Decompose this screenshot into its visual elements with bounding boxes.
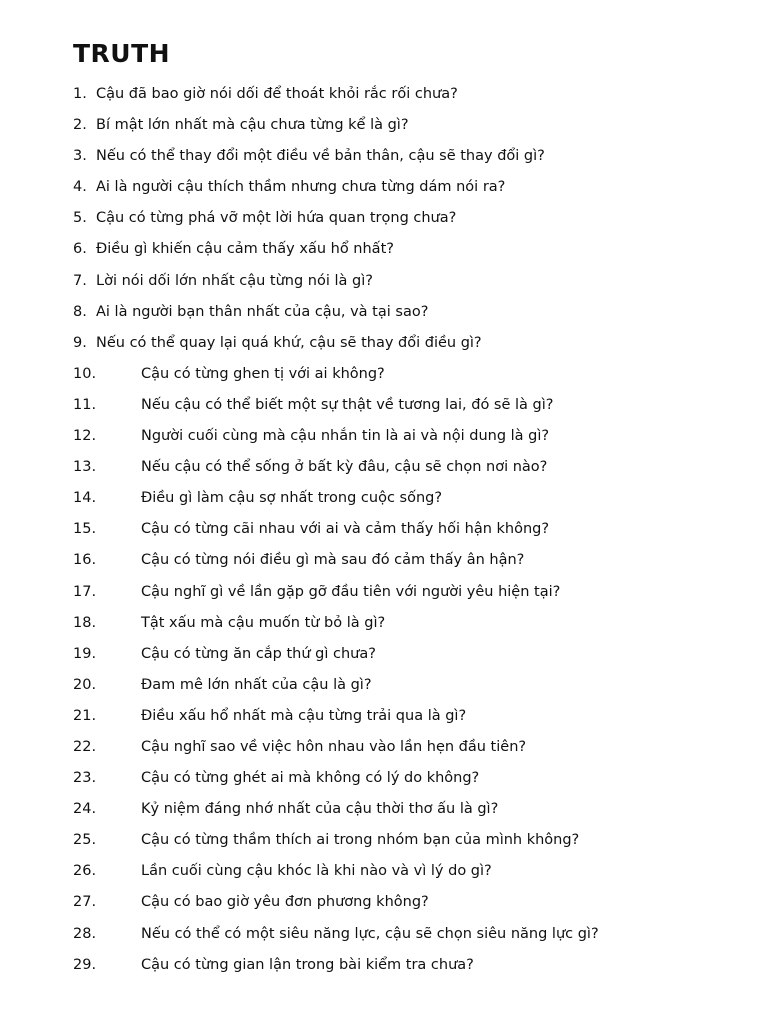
item-number: 15. [73,521,97,538]
list-item [0,239,768,270]
item-question: Cậu nghĩ sao về việc hôn nhau vào lần hẹn đầu tiên? [141,738,527,755]
item-number: 14. [73,490,97,507]
list-item [0,208,768,239]
item-question: Nếu có thể quay lại quá khứ, cậu sẽ thay đổi điều gì? [96,334,482,351]
list-item [0,706,768,737]
item-question: Cậu có từng ghét ai mà không có lý do không? [141,770,480,787]
item-question: Nếu có thể có một siêu năng lực, cậu sẽ chọn siêu năng lực gì? [141,925,599,942]
list-item [0,271,768,302]
item-number: 27. [73,894,97,911]
list-item [0,177,768,208]
list-item [0,955,768,986]
item-question: Ai là người bạn thân nhất của cậu, và tại sao? [96,303,429,320]
item-number: 4. [73,179,87,196]
list-item [0,737,768,768]
list-item [0,892,768,923]
item-number: 5. [73,210,87,227]
list-item [0,924,768,955]
item-question: Cậu có từng cãi nhau với ai và cảm thấy hối hận không? [141,521,550,538]
list-item [0,333,768,364]
list-item [0,799,768,830]
item-question: Lần cuối cùng cậu khóc là khi nào và vì lý do gì? [141,863,492,880]
item-number: 13. [73,459,97,476]
list-item [0,582,768,613]
item-question: Cậu có từng ăn cắp thứ gì chưa? [141,645,376,662]
item-number: 22. [73,738,97,755]
item-question: Điều gì làm cậu sợ nhất trong cuộc sống? [141,490,443,507]
item-number: 2. [73,117,87,134]
list-item [0,115,768,146]
list-item [0,644,768,675]
item-question: Cậu có từng thầm thích ai trong nhóm bạn của mình không? [141,832,580,849]
item-question: Lời nói dối lớn nhất cậu từng nói là gì? [96,272,373,289]
list-item [0,519,768,550]
item-question: Đam mê lớn nhất của cậu là gì? [141,676,372,693]
item-question: Cậu có từng gian lận trong bài kiểm tra chưa? [141,956,474,973]
list-item [0,613,768,644]
question-list [0,84,768,986]
list-item [0,457,768,488]
item-number: 11. [73,396,97,413]
item-number: 12. [73,428,97,445]
list-item [0,84,768,115]
item-question: Tật xấu mà cậu muốn từ bỏ là gì? [141,614,386,631]
list-item [0,861,768,892]
list-item [0,302,768,333]
list-item [0,488,768,519]
item-question: Cậu có từng ghen tị với ai không? [141,365,385,382]
item-question: Điều gì khiến cậu cảm thấy xấu hổ nhất? [96,241,394,258]
item-number: 23. [73,770,97,787]
page-title: TRUTH [73,39,171,68]
item-number: 29. [73,956,97,973]
item-number: 24. [73,801,97,818]
item-number: 7. [73,272,87,289]
item-number: 26. [73,863,97,880]
item-number: 25. [73,832,97,849]
item-number: 3. [73,148,87,165]
item-question: Nếu có thể thay đổi một điều về bản thân, cậu sẽ thay đổi gì? [96,148,545,165]
item-question: Cậu có từng phá vỡ một lời hứa quan trọng chưa? [96,210,457,227]
item-question: Nếu cậu có thể sống ở bất kỳ đâu, cậu sẽ chọn nơi nào? [141,459,548,476]
item-number: 28. [73,925,97,942]
item-number: 8. [73,303,87,320]
list-item [0,768,768,799]
item-question: Người cuối cùng mà cậu nhắn tin là ai và nội dung là gì? [141,428,550,445]
item-number: 17. [73,583,97,600]
item-question: Điều xấu hổ nhất mà cậu từng trải qua là gì? [141,707,467,724]
list-item [0,830,768,861]
list-item [0,675,768,706]
item-question: Nếu cậu có thể biết một sự thật về tương lai, đó sẽ là gì? [141,396,554,413]
list-item [0,364,768,395]
item-number: 9. [73,334,87,351]
item-number: 16. [73,552,97,569]
item-question: Cậu có từng nói điều gì mà sau đó cảm thấy ân hận? [141,552,525,569]
list-item [0,395,768,426]
item-number: 19. [73,645,97,662]
list-item [0,426,768,457]
item-question: Cậu đã bao giờ nói dối để thoát khỏi rắc rối chưa? [96,86,458,102]
item-number: 18. [73,614,97,631]
item-number: 10. [73,365,97,382]
item-number: 1. [73,86,87,102]
item-question: Cậu có bao giờ yêu đơn phương không? [141,894,429,911]
item-question: Cậu nghĩ gì về lần gặp gỡ đầu tiên với người yêu hiện tại? [141,583,561,600]
item-number: 21. [73,707,97,724]
item-number: 6. [73,241,87,258]
item-number: 20. [73,676,97,693]
list-item [0,550,768,581]
item-question: Bí mật lớn nhất mà cậu chưa từng kể là gì? [96,117,409,134]
item-question: Ai là người cậu thích thầm nhưng chưa từng dám nói ra? [96,179,506,196]
list-item [0,146,768,177]
item-question: Kỷ niệm đáng nhớ nhất của cậu thời thơ ấu là gì? [141,801,499,818]
